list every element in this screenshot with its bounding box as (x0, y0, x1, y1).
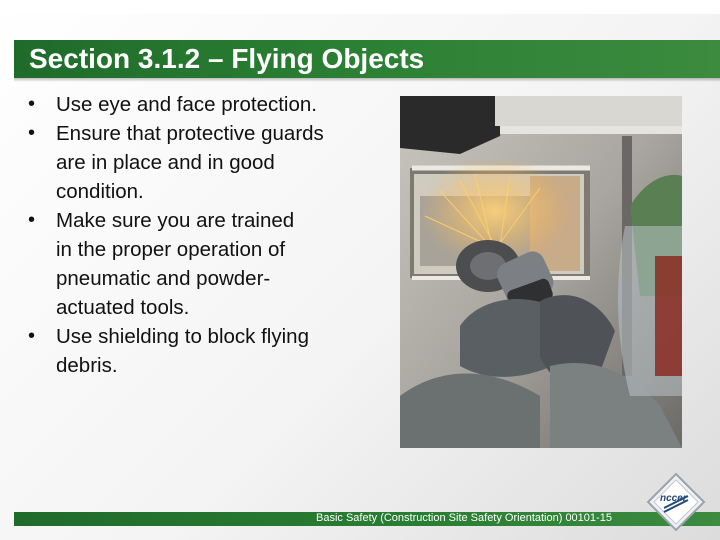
bullet-item (28, 322, 388, 380)
bullet-dot: • (28, 122, 36, 144)
bullet-line: Use eye and face protection. (56, 93, 317, 116)
footer-text: Basic Safety (Construction Site Safety Orientation) 00101-15 (316, 512, 612, 524)
bullet-item (28, 119, 388, 206)
bullet-dot: • (28, 93, 36, 115)
bullet-line: Ensure that protective guards (56, 122, 324, 145)
bullet-dot: • (28, 325, 36, 347)
bullet-line: Make sure you are trained (56, 209, 295, 232)
bullet-item (28, 90, 388, 119)
bullet-line: pneumatic and powder- (56, 267, 271, 290)
bullet-line: debris. (56, 354, 118, 377)
bullet-line: are in place and in good (56, 151, 275, 174)
bullet-line: actuated tools. (56, 296, 190, 319)
bullet-line: in the proper operation of (56, 238, 286, 261)
photo-illustration (400, 96, 682, 448)
bullet-line: condition. (56, 180, 144, 203)
top-band (0, 0, 720, 14)
bullet-list (28, 90, 388, 380)
logo-text: nccer (660, 493, 687, 504)
bullet-item (28, 206, 388, 322)
title-bar-shadow (14, 78, 720, 82)
bullet-line: Use shielding to block flying (56, 325, 309, 348)
bullet-dot: • (28, 209, 36, 231)
slide-title: Section 3.1.2 – Flying Objects (29, 43, 425, 74)
worker-grinding-photo (400, 96, 682, 448)
